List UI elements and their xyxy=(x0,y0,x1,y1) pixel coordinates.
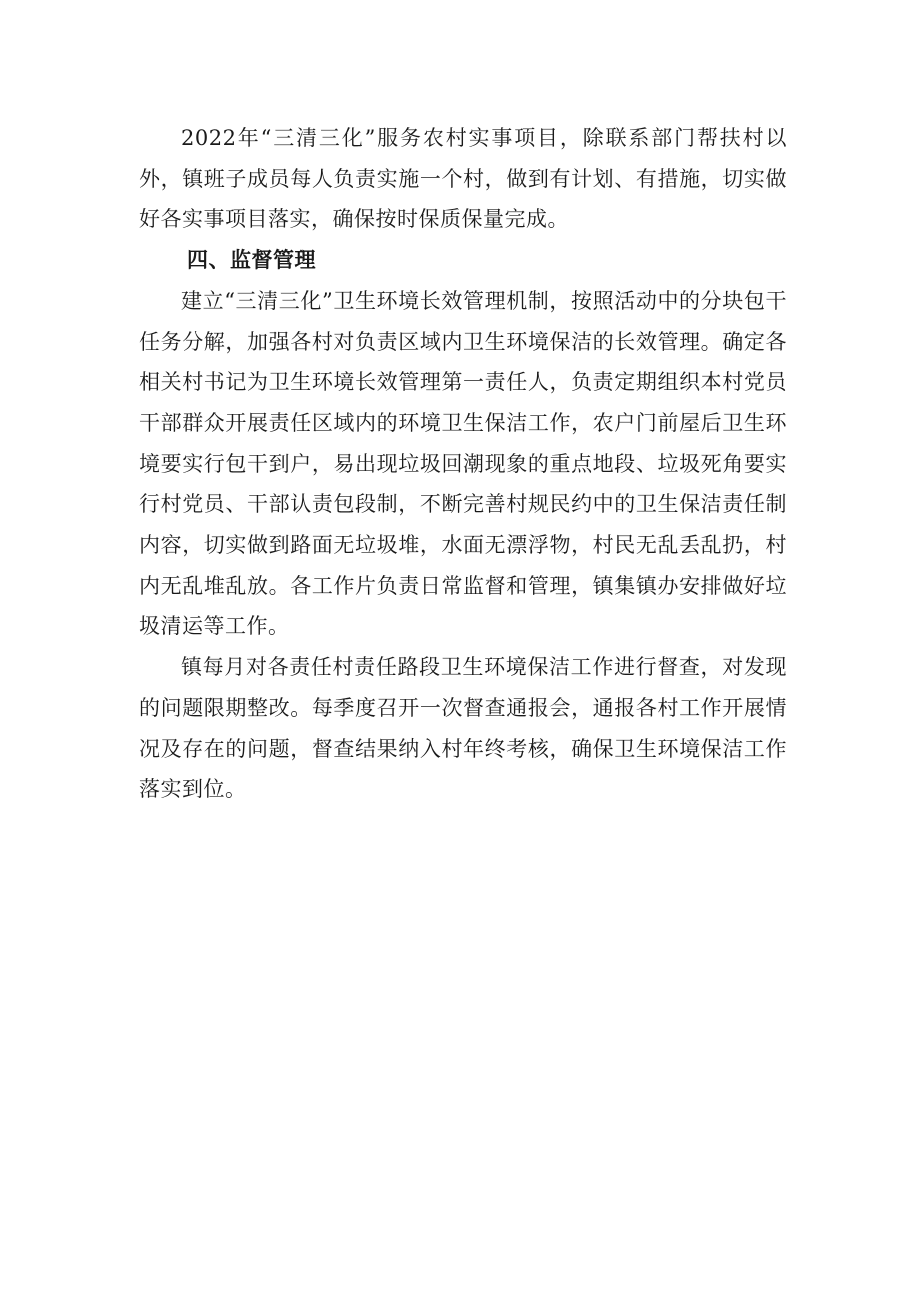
document-body xyxy=(139,118,787,810)
section-heading-supervision: 四、监督管理 xyxy=(187,248,316,273)
paragraph-management-mechanism: 建立“三清三化”卫生环境长效管理机制，按照活动中的分块包干任务分解，加强各村对负责区域内卫生环境保洁的长效管理。确定各相关村书记为卫生环境长效管理第一责任人，负责定期组织本村党员干部群众开展责任区域内的环境卫生保洁工作，农户门前屋后卫生环境要实行包干到户，易出现垃圾回潮现象的重点地段、垃圾死角要实行村党员、干部认责包段制，不断完善村规民约中的卫生保洁责任制内容，切实做到路面无垃圾堆，水面无漂浮物，村民无乱丢乱扔，村内无乱堆乱放。各工作片负责日常监督和管理，镇集镇办安排做好垃圾清运等工作。 xyxy=(139,288,787,639)
paragraph-monthly-inspection: 镇每月对各责任村责任路段卫生环境保洁工作进行督查，对发现的问题限期整改。每季度召开一次督查通报会，通报各村工作开展情况及存在的问题，督查结果纳入村年终考核，确保卫生环境保洁工作落实到位。 xyxy=(139,655,787,802)
paragraph-service-projects: 2022年“三清三化”服务农村实事项目，除联系部门帮扶村以外，镇班子成员每人负责实施一个村，做到有计划、有措施，切实做好各实事项目落实，确保按时保质保量完成。 xyxy=(139,126,787,232)
